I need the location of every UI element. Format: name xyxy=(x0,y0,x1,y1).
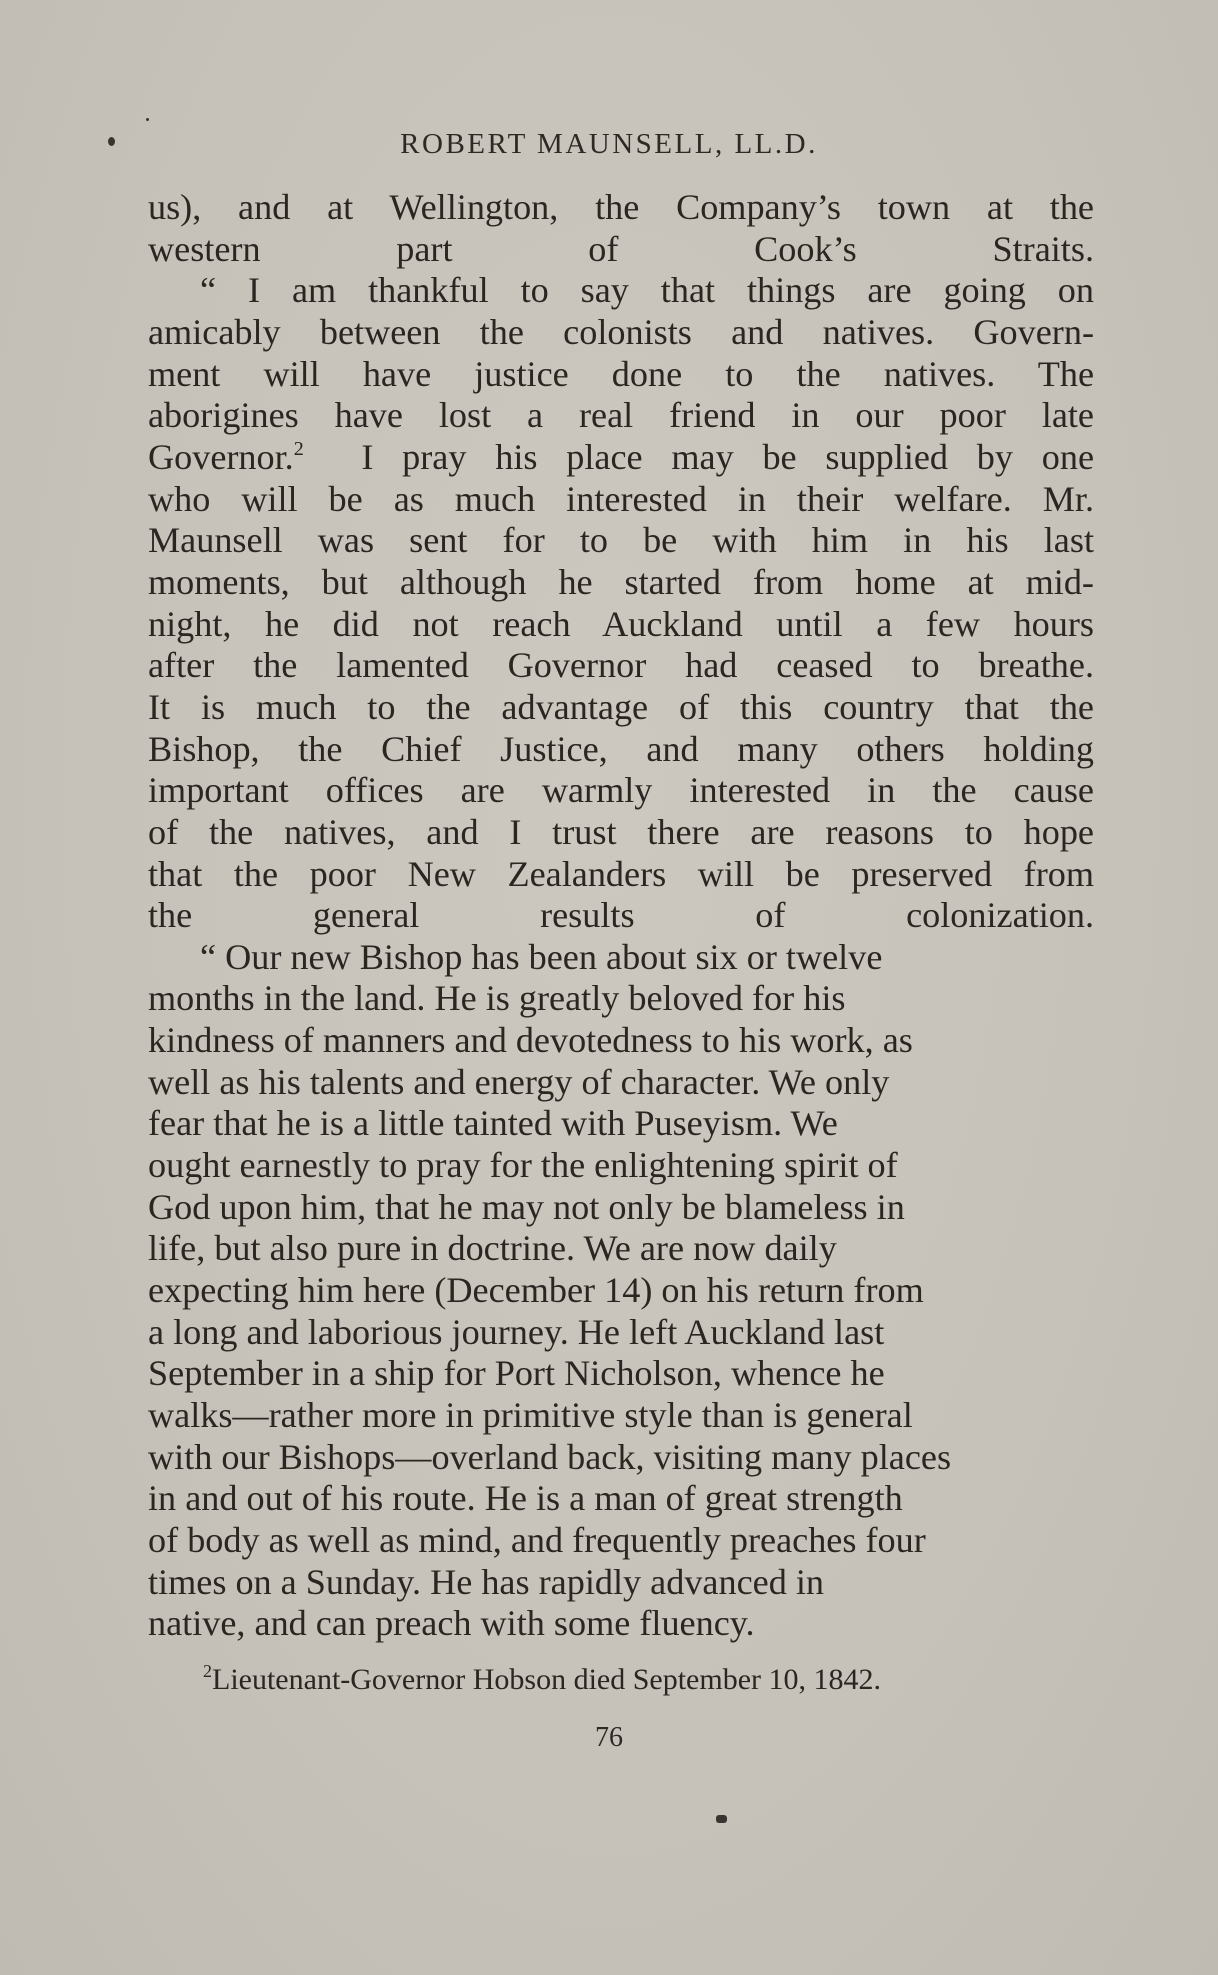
footnote-text: Lieutenant-Governor Hobson died September 10, 1842. xyxy=(212,1663,882,1696)
text-line: night, he did not reach Auckland until a few hours xyxy=(148,603,1094,644)
text-line: western part of Cook’s Straits. xyxy=(148,228,1094,269)
text-line: well as his talents and energy of character. We only xyxy=(148,1061,890,1102)
text-line: us), and at Wellington, the Company’s town at the xyxy=(148,187,1094,227)
text-line: moments, but although he started from home at mid- xyxy=(148,561,1094,602)
text-line: It is much to the advantage of this country that the xyxy=(148,686,1094,727)
text-line: kindness of manners and devotedness to his work, as xyxy=(148,1020,913,1061)
text-line: aborigines have lost a real friend in our poor late xyxy=(148,395,1094,436)
body-text xyxy=(148,187,1094,1645)
text-line: life, but also pure in doctrine. We are now daily xyxy=(148,1228,837,1269)
text-line: in and out of his route. He is a man of great strength xyxy=(148,1478,903,1519)
paragraph xyxy=(148,937,1094,1645)
text-line: I pray his place may be supplied by one xyxy=(361,436,1095,477)
text-line: ought earnestly to pray for the enlightening spirit of xyxy=(148,1145,898,1186)
text-line: the general results of colonization. xyxy=(148,895,1094,936)
text-line: Maunsell was sent for to be with him in his last xyxy=(148,520,1094,561)
text-line: “ Our new Bishop has been about six or twelve xyxy=(200,936,883,977)
text-line: walks—rather more in primitive style than is general xyxy=(148,1395,913,1436)
ink-speck xyxy=(716,1815,727,1823)
text-line: important offices are warmly interested in the cause xyxy=(148,770,1094,811)
text-line: native, and can preach with some fluency. xyxy=(148,1603,755,1644)
text-line: Bishop, the Chief Justice, and many others holding xyxy=(148,728,1094,769)
running-head: ROBERT MAUNSELL, LL.D. xyxy=(400,128,818,160)
text-line: that the poor New Zealanders will be preserved from xyxy=(148,853,1094,894)
footnote-reference: 2 xyxy=(293,437,304,460)
text-line: months in the land. He is greatly beloved for his xyxy=(148,978,846,1019)
text-line: September in a ship for Port Nicholson, whence he xyxy=(148,1353,885,1394)
text-line: who will be as much interested in their welfare. Mr. xyxy=(148,478,1094,519)
text-line: fear that he is a little tainted with Puseyism. We xyxy=(148,1103,838,1144)
page-number: 76 xyxy=(595,1722,623,1753)
footnote-marker: 2 xyxy=(203,1661,212,1681)
footnote xyxy=(203,1662,1083,1698)
text-line: of the natives, and I trust there are reasons to hope xyxy=(148,811,1094,852)
text-line: amicably between the colonists and natives. Govern- xyxy=(148,311,1094,352)
ink-speck xyxy=(146,118,149,121)
paragraph xyxy=(148,270,1094,937)
text-line: after the lamented Governor had ceased to breathe. xyxy=(148,645,1094,686)
text-line: God upon him, that he may not only be blameless in xyxy=(148,1186,905,1227)
text-line: expecting him here (December 14) on his return from xyxy=(148,1270,924,1311)
text-line: times on a Sunday. He has rapidly advanced in xyxy=(148,1561,824,1602)
text-line: of body as well as mind, and frequently preaches four xyxy=(148,1520,926,1560)
text-line: Governor. xyxy=(148,436,294,477)
paragraph xyxy=(148,187,1094,270)
text-line: “ I am thankful to say that things are going on xyxy=(200,270,1094,311)
text-line: a long and laborious journey. He left Auckland last xyxy=(148,1311,885,1352)
text-line: ment will have justice done to the natives. The xyxy=(148,353,1094,394)
text-line: with our Bishops—overland back, visiting many places xyxy=(148,1436,952,1477)
